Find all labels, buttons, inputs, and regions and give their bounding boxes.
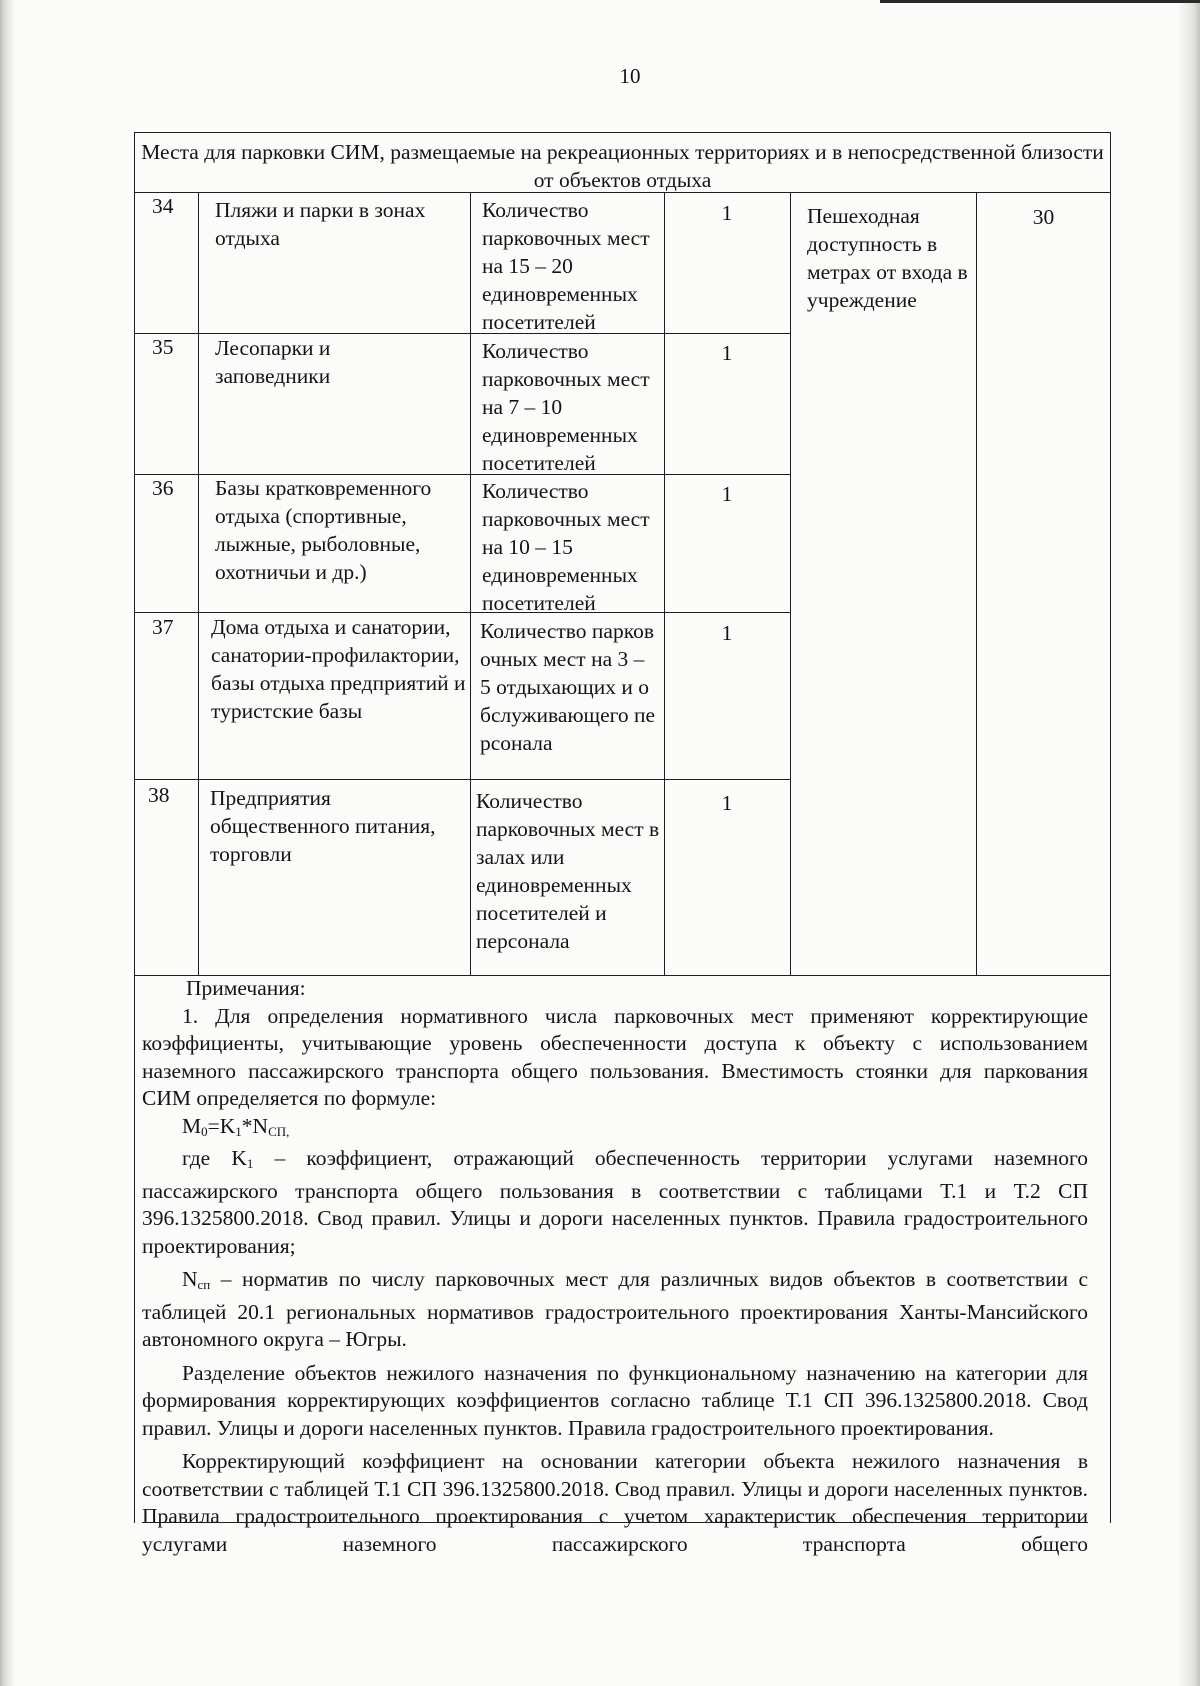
- row-38-unit: Количество парковочных мест в залах или единовременных посетителей и персонала: [476, 789, 660, 953]
- row-38-object: Предприятия общественного питания, торговли: [210, 786, 436, 866]
- row-37-object: Дома отдыха и санатории, санатории-профилактории, базы отдыха предприятий и туристские базы: [211, 615, 466, 723]
- page-number: 10: [619, 64, 641, 88]
- row-35-object: Лесопарки и заповедники: [215, 336, 331, 388]
- notes-k1-definition: где $K_1$ – коэффициент, отражающий обеспеченность территории услугами наземного пассажирского транспорта общего пользования в соответствии с таблицами Т.1 и Т.2 СП 396.1325800.2018. Свод правил. Улицы и дороги населенных пунктов. Правила градостроительного проектирования;: [142, 1146, 1088, 1258]
- accessibility-value: 30: [1032, 205, 1055, 229]
- row-36-quantity: 1: [721, 482, 733, 506]
- row-38-quantity: 1: [721, 791, 733, 815]
- row-37-quantity: 1: [721, 621, 733, 645]
- column-rule-unit: [664, 192, 665, 975]
- row-35-quantity: 1: [721, 341, 733, 365]
- row-35-number: 35: [152, 335, 174, 359]
- row-34-object: Пляжи и парки в зонах отдыха: [215, 198, 426, 250]
- row-34-unit: Количество парковочных мест на 15 – 20 единовременных посетителей: [482, 198, 650, 334]
- notes-heading: Примечания:: [186, 976, 306, 1000]
- row-34-quantity: 1: [721, 201, 733, 225]
- column-rule-quantity: [790, 192, 791, 975]
- notes-division-paragraph: Разделение объектов нежилого назначения по функциональному назначению на категории для формирования корректирующих коэффициентов согласно таблице Т.1 СП 396.1325800.2018. Свод правил. Улицы и дороги населенных пунктов. Правила градостроительного проектирования.: [142, 1360, 1088, 1440]
- row-35-unit: Количество парковочных мест на 7 – 10 единовременных посетителей: [482, 339, 650, 475]
- row-37-unit: Количество парковочных мест на 3 – 5 отдыхающих и обслуживающего персонала: [480, 619, 656, 755]
- notes-formula: $M_0=K_1*N_{СП,}$: [182, 1113, 290, 1139]
- row-36-object: Базы кратковременного отдыха (спортивные, лыжные, рыболовные, охотничьи и др.): [215, 476, 432, 584]
- accessibility-label: Пешеходная доступность в метрах от входа в учреждение: [807, 204, 968, 312]
- row-36-unit: Количество парковочных мест на 10 – 15 единовременных посетителей: [482, 479, 650, 615]
- page-bottom-rule: [142, 1522, 1088, 1523]
- scan-edge-left: [0, 0, 16, 1686]
- scan-top-line: [880, 0, 1200, 3]
- column-rule-accessibility: [976, 192, 977, 975]
- notes-coefficient-paragraph: Корректирующий коэффициент на основании категории объекта нежилого назначения в соответствии с таблицей Т.1 СП 396.1325800.2018. Свод правил. Улицы и дороги населенных пунктов. Правила градостроительного проектирования с учетом характеристик обеспечения территории услугами наземного пассажирского транспорта общего: [142, 1449, 1088, 1556]
- row-37-number: 37: [152, 615, 174, 639]
- notes-nsp-definition: $N_{сп}$ – норматив по числу парковочных мест для различных видов объектов в соответствии с таблицей 20.1 региональных нормативов градостроительного проектирования Ханты-Мансийского автономного округа – Югры.: [142, 1267, 1088, 1351]
- row-36-number: 36: [152, 476, 174, 500]
- header-rule: [134, 192, 1111, 193]
- scan-edge-right: [1178, 0, 1200, 1686]
- row-rule-37: [134, 779, 790, 780]
- notes-block: [142, 975, 1088, 1558]
- table-section-title: Места для парковки СИМ, размещаемые на рекреационных территориях и в непосредственной близости от объектов отдыха: [141, 140, 1104, 192]
- row-34-number: 34: [152, 194, 174, 218]
- column-rule-number: [198, 192, 199, 975]
- column-rule-object: [470, 192, 471, 975]
- row-38-number: 38: [148, 783, 170, 807]
- notes-item-1: 1. Для определения нормативного числа парковочных мест применяют корректирующие коэффициенты, учитывающие уровень обеспеченности доступа к объекту с использованием наземного пассажирского транспорта общего пользования. Вместимость стоянки для паркования СИМ определяется по формуле:: [142, 1003, 1088, 1110]
